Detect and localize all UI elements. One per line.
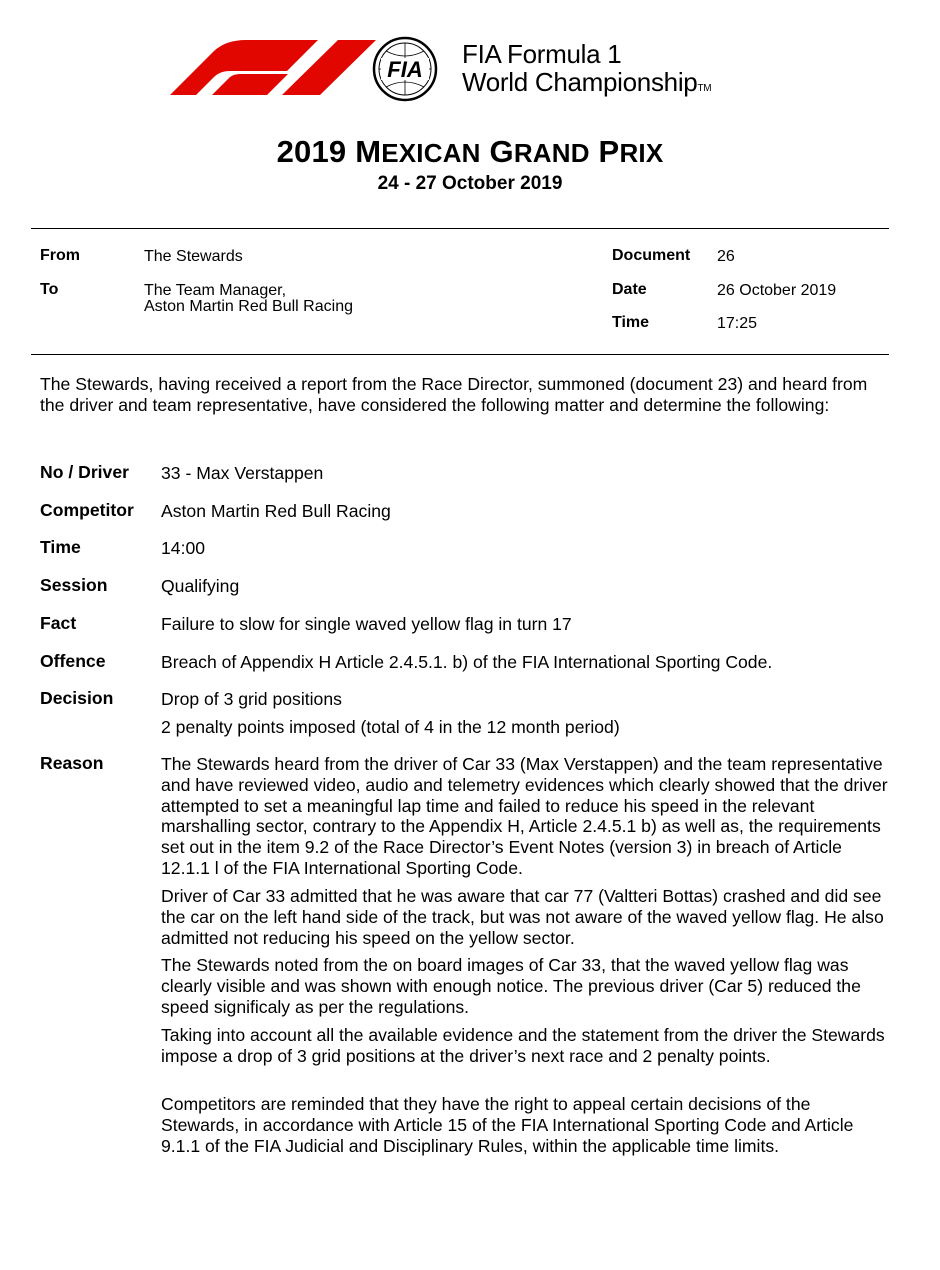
field-label-competitor: Competitor (40, 500, 134, 520)
field-value-competitor: Aston Martin Red Bull Racing (161, 501, 391, 521)
field-label-decision: Decision (40, 688, 114, 708)
date-label: Date (612, 281, 647, 298)
field-value-time: 14:00 (161, 538, 206, 558)
from-label: From (40, 247, 80, 264)
divider-top (31, 228, 889, 229)
reason-paragraph-2: Driver of Car 33 admitted that he was aware that car 77 (Valtteri Bottas) crashed and did see the car on the left hand side of the track, but was not aware of the waved yellow flag. He also admitted not reducing his speed on the yellow sector. (161, 886, 884, 948)
reason-paragraph-4: Taking into account all the available evidence and the statement from the driver the Stewards impose a drop of 3 grid positions at the driver’s next race and 2 penalty points. (161, 1025, 885, 1066)
field-label-session: Session (40, 575, 108, 595)
fia-seal-icon (372, 36, 438, 102)
field-value-decision: Drop of 3 grid positions (161, 689, 342, 709)
document-label: Document (612, 247, 691, 264)
to-value-line-1: The Team Manager, (144, 282, 287, 299)
event-dates: 24 - 27 October 2019 (377, 173, 563, 194)
to-value-line-2: Aston Martin Red Bull Racing (144, 298, 353, 315)
document-value: 26 (717, 248, 735, 265)
header-logo (170, 36, 770, 102)
divider-bottom (31, 354, 889, 355)
field-value-decision-points: 2 penalty points imposed (total of 4 in the 12 month period) (161, 717, 620, 737)
field-label-driver: No / Driver (40, 462, 129, 482)
time-value: 17:25 (717, 315, 758, 332)
to-label: To (40, 281, 59, 298)
from-value: The Stewards (144, 248, 243, 265)
field-value-fact: Failure to slow for single waved yellow flag in turn 17 (161, 614, 572, 634)
time-label: Time (612, 314, 650, 331)
brand-text (462, 40, 711, 103)
reason-paragraph-5: Competitors are reminded that they have the right to appeal certain decisions of the Stewards, in accordance with Article 15 of the FIA International Sporting Code and Article 9.1.1 of the FIA Judicial and Disciplinary Rules, within the applicable time limits. (161, 1094, 854, 1156)
fia-seal-text: FIA (387, 57, 423, 82)
field-value-driver: 33 - Max Verstappen (161, 463, 324, 483)
intro-paragraph: The Stewards, having received a report from the Race Director, summoned (document 23) and heard from the driver and team representative, have considered the following matter and determine the following: (40, 374, 868, 415)
date-value: 26 October 2019 (717, 282, 837, 299)
page-title: 2019 MEXICAN GRAND PRIX (276, 134, 664, 169)
brand-line-1: FIA Formula 1 (462, 39, 622, 69)
field-value-offence: Breach of Appendix H Article 2.4.5.1. b) of the FIA International Sporting Code. (161, 652, 773, 672)
f1-logo-icon (170, 38, 376, 98)
field-label-offence: Offence (40, 651, 106, 671)
brand-line-2: World Championship (462, 67, 698, 97)
field-label-time: Time (40, 537, 81, 557)
brand-trademark: TM (697, 83, 712, 94)
field-label-fact: Fact (40, 613, 77, 633)
reason-paragraph-1: The Stewards heard from the driver of Car 33 (Max Verstappen) and the team representative and have reviewed video, audio and telemetry evidences which clearly showed that the driver attempted to set a meaningful lap time and failed to reduce his speed in the relevant marshalling sector, contrary to the Appendix H, Article 2.4.5.1 b) as well as, the requirements set out in the item 9.2 of the Race Director’s Event Notes (version 3) in breach of Article 12.1.1 l of the FIA International Sporting Code. (161, 754, 888, 878)
reason-paragraph-3: The Stewards noted from the on board images of Car 33, that the waved yellow flag was clearly visible and was shown with enough notice. The previous driver (Car 5) reduced the speed significaly as per the regulations. (161, 955, 861, 1017)
field-label-reason: Reason (40, 753, 104, 773)
field-value-session: Qualifying (161, 576, 240, 596)
